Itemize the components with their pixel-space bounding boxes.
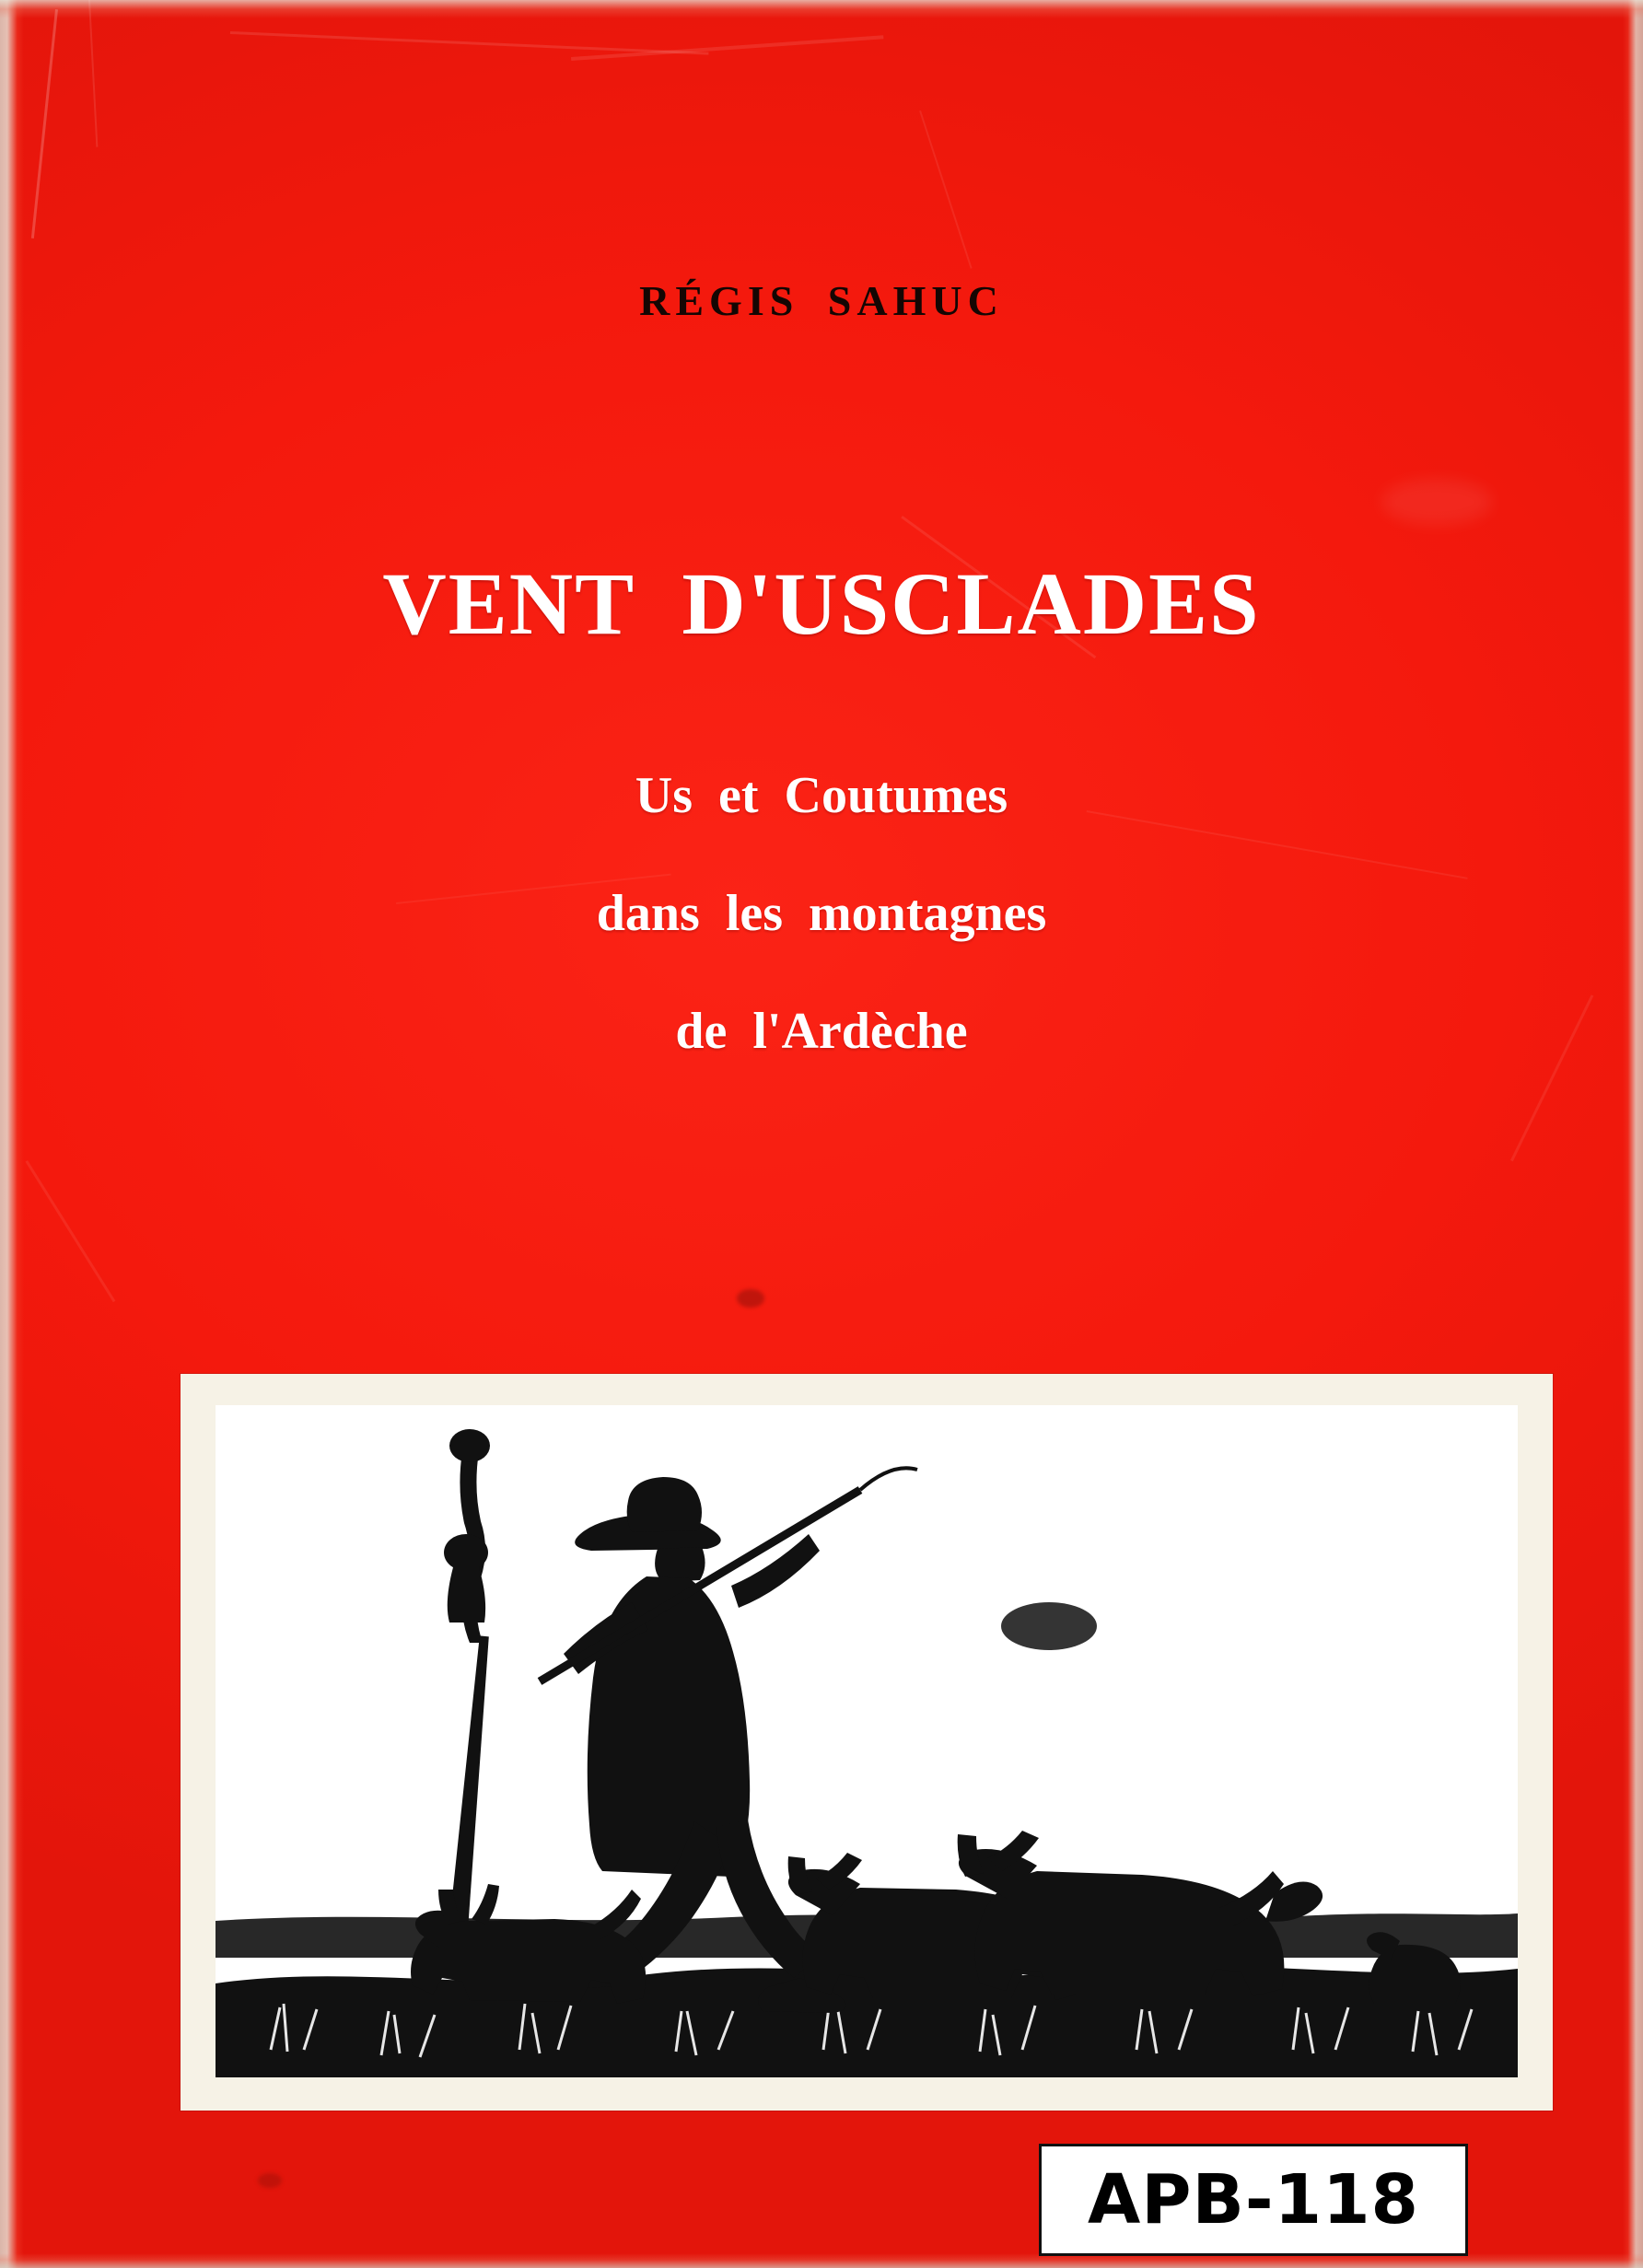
cover-edge-left (0, 0, 24, 2268)
cover-crease (88, 0, 98, 147)
cover-crease (31, 9, 58, 238)
cover-crease (919, 110, 973, 269)
author-name: RÉGIS SAHUC (639, 277, 1004, 324)
cover-illustration-frame (181, 1374, 1553, 2111)
cover-smudge (258, 2173, 282, 2188)
subtitle-line-3: de l'Ardèche (675, 1003, 968, 1060)
cover-crease (571, 35, 883, 61)
book-title: VENT D'USCLADES (382, 554, 1261, 653)
book-subtitle (0, 737, 1643, 1090)
cover-edge-top (0, 0, 1643, 18)
archive-label-code: APB-118 (1087, 2160, 1420, 2239)
cover-crease (230, 31, 709, 55)
subtitle-line-1: Us et Coutumes (635, 767, 1008, 824)
shepherd-with-goats-illustration (216, 1405, 1518, 2077)
archive-label (1039, 2144, 1468, 2256)
cover-illustration (216, 1405, 1518, 2077)
subtitle-line-2: dans les montagnes (596, 885, 1047, 942)
cover-crease (25, 1160, 115, 1302)
cover-highlight (1381, 479, 1492, 525)
cover-edge-right (1623, 0, 1643, 2268)
cover-smudge (737, 1289, 764, 1308)
